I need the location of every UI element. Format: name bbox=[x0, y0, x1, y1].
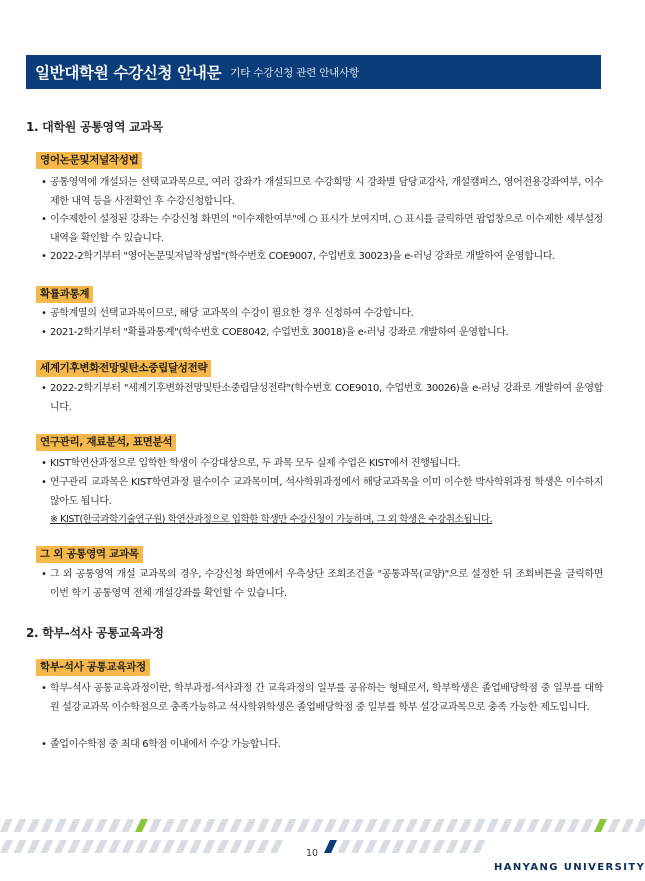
stripe bbox=[486, 819, 499, 832]
stripe-row-top bbox=[0, 819, 645, 832]
stripe bbox=[513, 819, 526, 832]
title-banner bbox=[26, 55, 601, 89]
stripe bbox=[284, 819, 297, 832]
stripe bbox=[14, 840, 27, 853]
stripe bbox=[135, 819, 148, 832]
stripe bbox=[81, 840, 94, 853]
university-brand: HANYANG UNIVERSITY bbox=[494, 862, 645, 873]
stripe bbox=[95, 819, 108, 832]
stripe bbox=[230, 819, 243, 832]
section-1-heading: 1. 대학원 공통영역 교과목 bbox=[26, 120, 163, 134]
banner-subtitle: 기타 수강신청 관련 안내사항 bbox=[230, 66, 360, 79]
stripe bbox=[338, 840, 351, 853]
stripe bbox=[216, 819, 229, 832]
stripe bbox=[135, 840, 148, 853]
stripe bbox=[230, 840, 243, 853]
stripe bbox=[635, 819, 645, 832]
stripe bbox=[203, 840, 216, 853]
stripe bbox=[567, 840, 580, 853]
stripe bbox=[203, 819, 216, 832]
stripe bbox=[257, 819, 270, 832]
list-item: • 연구관리 교과목은 KIST학연과정 필수이수 교과목이며, 석사학위과정에서 해당교과목을 이미 이수한 박사학위과정 학생은 이수하지 않아도 됩니다. bbox=[41, 474, 603, 511]
stripe bbox=[635, 840, 645, 853]
stripe bbox=[162, 819, 175, 832]
stripe bbox=[473, 840, 486, 853]
stripe bbox=[446, 819, 459, 832]
stripe bbox=[608, 819, 621, 832]
stripe bbox=[621, 819, 634, 832]
stripe bbox=[540, 840, 553, 853]
list-item: • 2022-2학기부터 "세계기후변화전망및탄소중립달성전략"(학수번호 COE9010, 수업번호 30026)을 e-러닝 강좌로 개발하여 운영합니다. bbox=[41, 380, 603, 417]
list-item: • 학부-석사 공통교육과정이란, 학부과정-석사과정 간 교육과정의 일부를 공유하는 형태로서, 학부학생은 졸업배당학점 중 일부를 대학원 설강교과목 이수학점으로 충족가능하고 석사학위학생은 졸업배당학점 중 일부를 학부 설강교과목으로 충족 가능한 제도입니다. bbox=[41, 680, 603, 717]
stripe bbox=[419, 819, 432, 832]
stripe bbox=[68, 819, 81, 832]
stripe bbox=[419, 840, 432, 853]
stripe bbox=[324, 840, 337, 853]
stripe bbox=[162, 840, 175, 853]
stripe bbox=[41, 819, 54, 832]
stripe bbox=[351, 840, 364, 853]
stripe bbox=[270, 819, 283, 832]
stripe bbox=[405, 840, 418, 853]
stripe bbox=[392, 819, 405, 832]
stripe bbox=[500, 840, 513, 853]
banner-title: 일반대학원 수강신청 안내문 bbox=[35, 64, 222, 82]
stripe bbox=[581, 840, 594, 853]
page-number: 10 bbox=[306, 848, 319, 859]
stripe bbox=[95, 840, 108, 853]
tag-other-common-courses: 그 외 공통영역 교과목 bbox=[36, 546, 143, 563]
stripe bbox=[554, 819, 567, 832]
list-item: • KIST학연산과정으로 입학한 학생이 수강대상으로, 두 과목 모두 실제 수업은 KIST에서 진행됩니다. bbox=[41, 455, 603, 474]
list-item: • 졸업이수학점 중 최대 6학점 이내에서 수강 가능합니다. bbox=[41, 736, 603, 755]
stripe bbox=[81, 819, 94, 832]
stripe bbox=[500, 819, 513, 832]
stripe bbox=[216, 840, 229, 853]
stripe bbox=[432, 840, 445, 853]
stripe bbox=[41, 840, 54, 853]
stripe bbox=[68, 840, 81, 853]
stripe bbox=[486, 840, 499, 853]
stripe bbox=[27, 819, 40, 832]
stripe bbox=[54, 819, 67, 832]
stripe bbox=[14, 819, 27, 832]
stripe bbox=[527, 840, 540, 853]
stripe bbox=[27, 840, 40, 853]
tag-research-management: 연구관리, 재료분석, 표면분석 bbox=[36, 434, 176, 451]
stripe bbox=[459, 819, 472, 832]
stripe bbox=[108, 819, 121, 832]
section-2-heading: 2. 학부-석사 공통교육과정 bbox=[26, 626, 164, 640]
kist-note: ※ KIST(한국과학기술연구원) 학연산과정으로 입학한 학생만 수강신청이 가능하며, 그 외 학생은 수강취소됩니다. bbox=[50, 514, 493, 525]
stripe bbox=[243, 840, 256, 853]
stripe bbox=[567, 819, 580, 832]
stripe bbox=[338, 819, 351, 832]
stripe bbox=[54, 840, 67, 853]
stripe bbox=[351, 819, 364, 832]
list-item: • 공학계열의 선택교과목이므로, 해당 교과목의 수강이 필요한 경우 신청하여 수강합니다. bbox=[41, 305, 603, 324]
list-item: • 이수제한이 설정된 강좌는 수강신청 화면의 "이수제한여부"에 ○ 표시가 보여지며, ○ 표시를 클릭하면 팝업창으로 이수제한 세부설정내역을 확인할 수 있습니다. bbox=[41, 211, 603, 248]
list-item: • 공통영역에 개설되는 선택교과목으로, 여러 강좌가 개설되므로 수강희망 시 강좌별 담당교강사, 개설캠퍼스, 영어전용강좌여부, 이수제한 내역 등을 사전확인 후 수강신청합니다. bbox=[41, 174, 603, 211]
stripe bbox=[432, 819, 445, 832]
stripe bbox=[554, 840, 567, 853]
stripe bbox=[527, 819, 540, 832]
stripe bbox=[189, 840, 202, 853]
stripe bbox=[540, 819, 553, 832]
stripe bbox=[473, 819, 486, 832]
stripe bbox=[176, 840, 189, 853]
stripe bbox=[446, 840, 459, 853]
stripe bbox=[365, 840, 378, 853]
stripe bbox=[149, 819, 162, 832]
list-item: • 2021-2학기부터 "확률과통계"(학수번호 COE8042, 수업번호 30018)을 e-러닝 강좌로 개발하여 운영합니다. bbox=[41, 324, 603, 343]
tag-english-writing: 영어논문및저널작성법 bbox=[36, 152, 142, 169]
stripe bbox=[378, 819, 391, 832]
stripe bbox=[0, 840, 13, 853]
stripe bbox=[513, 840, 526, 853]
stripe bbox=[270, 840, 283, 853]
list-item: • 2022-2학기부터 "영어논문및저널작성법"(학수번호 COE9007, 수업번호 30023)을 e-러닝 강좌로 개발하여 운영합니다. bbox=[41, 248, 603, 267]
stripe bbox=[311, 819, 324, 832]
tag-probability-statistics: 확률과통계 bbox=[36, 286, 93, 303]
stripe-row-bottom bbox=[0, 840, 645, 853]
stripe bbox=[459, 840, 472, 853]
stripe bbox=[257, 840, 270, 853]
stripe bbox=[243, 819, 256, 832]
stripe bbox=[378, 840, 391, 853]
stripe bbox=[0, 819, 13, 832]
stripe bbox=[122, 819, 135, 832]
stripe bbox=[405, 819, 418, 832]
stripe bbox=[621, 840, 634, 853]
stripe bbox=[365, 819, 378, 832]
stripe bbox=[284, 840, 297, 853]
stripe bbox=[581, 819, 594, 832]
stripe bbox=[392, 840, 405, 853]
stripe bbox=[324, 819, 337, 832]
stripe bbox=[608, 840, 621, 853]
stripe bbox=[297, 819, 310, 832]
stripe bbox=[122, 840, 135, 853]
stripe bbox=[189, 819, 202, 832]
stripe bbox=[108, 840, 121, 853]
list-item: • 그 외 공통영역 개설 교과목의 경우, 수강신청 화면에서 우측상단 조회조건을 "공통과목(교양)"으로 설정한 뒤 조회버튼을 클릭하면 이번 학기 공통영역 전체 개설강좌를 확인할 수 있습니다. bbox=[41, 566, 603, 603]
stripe bbox=[176, 819, 189, 832]
tag-bachelor-master-program: 학부-석사 공통교육과정 bbox=[36, 659, 150, 676]
stripe bbox=[594, 819, 607, 832]
tag-climate-change: 세계기후변화전망및탄소중립달성전략 bbox=[36, 360, 211, 377]
stripe bbox=[594, 840, 607, 853]
stripe bbox=[149, 840, 162, 853]
